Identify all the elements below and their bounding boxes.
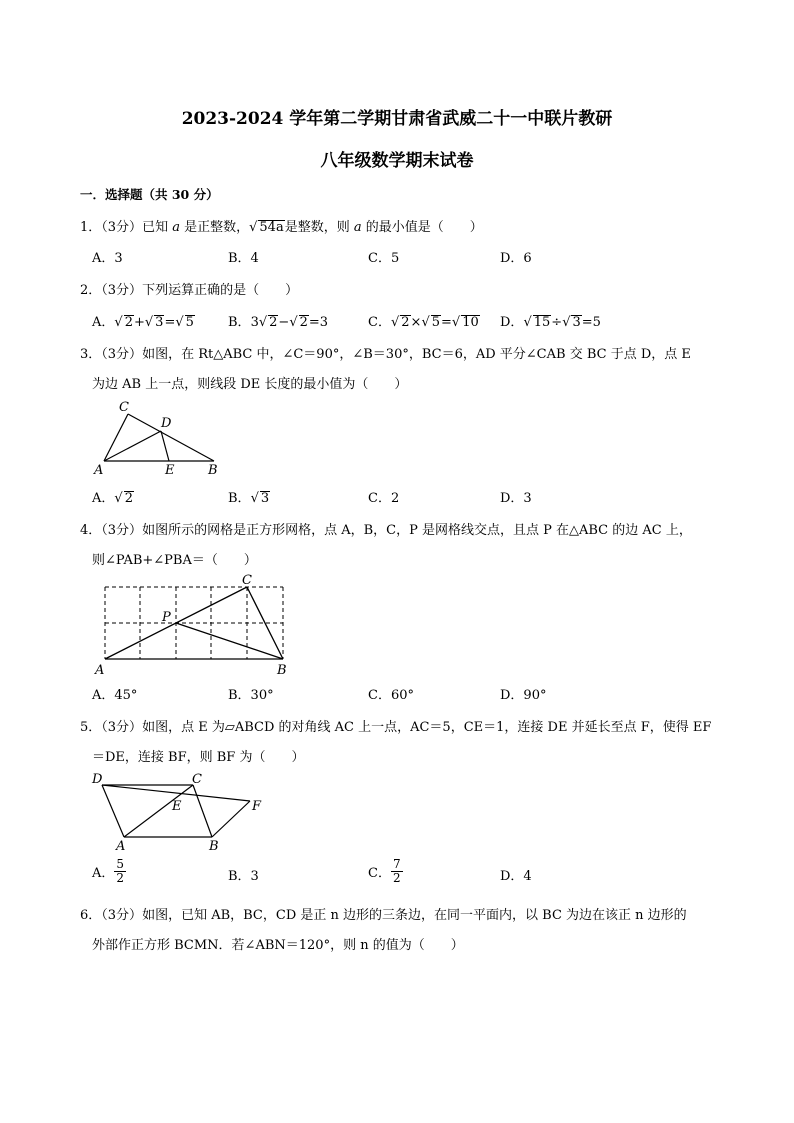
text: 的最小值是（ ） — [361, 220, 483, 235]
q5-parallelogram-figure — [88, 769, 268, 853]
label-a: A — [94, 463, 104, 478]
question-score: （3分） — [101, 220, 143, 235]
question-6 — [80, 904, 687, 923]
radicand: 10 — [462, 315, 479, 330]
exam-title-line2: 八年级数学期末试卷 — [320, 151, 474, 171]
q2-option-b — [228, 311, 328, 330]
question-4-line2: 则∠PAB+∠PBA＝（ ） — [92, 553, 257, 568]
q5-option-c — [368, 858, 403, 885]
question-2 — [80, 279, 298, 298]
label-d: D — [92, 772, 103, 787]
option-label: D． — [500, 315, 524, 330]
label-e: E — [172, 799, 182, 814]
question-text: 如图所示的网格是正方形网格，点 A，B，C，P 是网格线交点，且点 P 在△ABC 的边 AC 上， — [142, 523, 692, 538]
radicand: 2 — [124, 315, 133, 330]
radicand: 5 — [431, 315, 441, 330]
q2-option-c — [368, 311, 480, 330]
sqrt-sign: √ — [114, 315, 123, 330]
label-a: A — [116, 839, 126, 853]
radicand: 2 — [299, 315, 308, 330]
text: 已知 — [142, 220, 173, 235]
label-d: D — [161, 416, 172, 431]
option-label: A． — [92, 491, 115, 506]
sqrt-sign: √ — [562, 315, 571, 330]
sqrt-sign: √ — [390, 315, 400, 330]
radicand: 3 — [155, 315, 164, 330]
text: 是整数，则 — [284, 220, 354, 235]
operator: × — [410, 315, 422, 330]
section-heading: 一．选择题（共 30 分） — [80, 187, 219, 202]
numerator: 7 — [392, 857, 401, 871]
question-score: （3分） — [101, 523, 143, 538]
q5-option-b: B．3 — [228, 869, 259, 884]
label-a: A — [95, 663, 105, 678]
denominator: 2 — [116, 871, 125, 885]
q2-option-a — [92, 311, 195, 330]
sqrt-sign: √ — [250, 491, 259, 506]
question-score: （3分） — [101, 283, 143, 298]
q2-option-d — [500, 311, 601, 330]
option-label: A． — [92, 866, 115, 881]
question-score: （3分） — [101, 347, 143, 362]
radicand: 3 — [572, 315, 581, 330]
question-3-line2: 为边 AB 上一点，则线段 DE 长度的最小值为（ ） — [92, 377, 408, 392]
sqrt-sign: √ — [451, 315, 461, 330]
operator: + — [133, 315, 145, 330]
segment-pb — [176, 623, 283, 659]
question-text: 下列运算正确的是（ ） — [142, 283, 299, 298]
q1-option-a: A．3 — [92, 251, 123, 266]
radicand: 2 — [124, 491, 133, 506]
question-text: 如图，点 E 为▱ABCD 的对角线 AC 上一点，AC＝5，CE＝1，连接 DE 并延长至点 F，使得 EF — [142, 720, 712, 735]
q3-option-b — [228, 487, 270, 506]
q3-triangle-figure — [88, 398, 228, 478]
label-e: E — [165, 463, 175, 478]
question-number: 2． — [80, 283, 102, 298]
q1-option-b: B．4 — [228, 251, 259, 266]
option-label: C． — [368, 315, 391, 330]
operator: = — [441, 315, 452, 330]
sqrt-sign: √ — [421, 315, 430, 330]
question-text: 如图，已知 AB，BC，CD 是正 n 边形的三条边，在同一平面内，以 BC 为边在该正 n 边形的 — [142, 908, 687, 923]
option-label: B． — [228, 491, 251, 506]
question-number: 6． — [80, 908, 102, 923]
question-number: 3． — [80, 347, 102, 362]
q4-grid-figure — [92, 573, 297, 681]
question-number: 4． — [80, 523, 102, 538]
label-b: B — [208, 463, 218, 478]
option-label: C． — [368, 866, 391, 881]
q1-option-d: D．6 — [500, 251, 532, 266]
q5-option-d: D．4 — [500, 869, 532, 884]
segment-ac — [124, 785, 193, 837]
sqrt-sign: √ — [114, 491, 123, 506]
denominator: 2 — [392, 871, 401, 885]
question-number: 5． — [80, 720, 102, 735]
q4-option-b: B．30° — [228, 688, 274, 703]
label-c: C — [119, 400, 129, 415]
exam-title-line1: 2023-2024 学年第二学期甘肃省武威二十一中联片教研 — [181, 109, 613, 129]
question-text: 如图，在 Rt△ABC 中，∠C＝90°，∠B＝30°，BC＝6，AD 平分∠CAB 交 BC 于点 D，点 E — [142, 347, 691, 362]
q3-option-c: C．2 — [368, 491, 400, 506]
radicand: 5 — [185, 315, 194, 330]
result: =3 — [308, 315, 329, 330]
sqrt-sign: √ — [289, 315, 298, 330]
q4-option-d: D．90° — [500, 688, 547, 703]
label-f: F — [252, 799, 262, 814]
q1-option-c: C．5 — [368, 251, 400, 266]
sqrt-sign: √ — [175, 315, 184, 330]
label-p: P — [162, 610, 171, 625]
segment-bf — [212, 801, 250, 837]
segment-ad — [104, 431, 161, 461]
radicand: 2 — [269, 315, 278, 330]
segment-ac — [104, 414, 128, 461]
q3-option-a — [92, 487, 134, 506]
variable: a — [353, 220, 362, 235]
text: 是正整数， — [179, 220, 250, 235]
label-c: C — [192, 772, 202, 787]
radicand: 15 — [533, 315, 551, 330]
segment-da — [102, 785, 124, 837]
label-b: B — [209, 839, 219, 853]
option-label: B． — [228, 315, 251, 330]
variable: a — [172, 220, 180, 235]
label-c: C — [242, 573, 252, 588]
operator: ÷ — [551, 315, 563, 330]
question-number: 1． — [80, 220, 102, 235]
question-4 — [80, 519, 692, 538]
question-score: （3分） — [101, 720, 143, 735]
segment-cb — [193, 785, 212, 837]
sqrt-sign: √ — [258, 315, 268, 330]
q5-option-a — [92, 858, 126, 885]
fraction — [391, 858, 403, 885]
q3-option-d: D．3 — [500, 491, 532, 506]
question-score: （3分） — [101, 908, 143, 923]
q4-option-a: A．45° — [92, 688, 138, 703]
question-6-line2: 外部作正方形 BCMN．若∠ABN＝120°，则 n 的值为（ ） — [92, 938, 464, 953]
label-b: B — [277, 663, 287, 678]
question-5 — [80, 716, 711, 735]
fraction — [114, 858, 126, 885]
result: =5 — [581, 315, 601, 330]
operator: − — [278, 315, 290, 330]
radicand: 54a — [259, 220, 284, 235]
sqrt-sign: √ — [249, 220, 258, 235]
sqrt-sign: √ — [144, 315, 154, 330]
numerator: 5 — [116, 857, 125, 871]
question-5-line2: ＝DE，连接 BF，则 BF 为（ ） — [92, 750, 305, 765]
coefficient: 3 — [250, 315, 259, 330]
option-label: A． — [92, 315, 115, 330]
sqrt-sign: √ — [523, 315, 532, 330]
q4-option-c: C．60° — [368, 688, 414, 703]
operator: = — [164, 315, 176, 330]
question-1 — [80, 216, 483, 235]
radicand: 3 — [260, 491, 270, 506]
radicand: 2 — [401, 315, 410, 330]
question-3 — [80, 343, 691, 362]
